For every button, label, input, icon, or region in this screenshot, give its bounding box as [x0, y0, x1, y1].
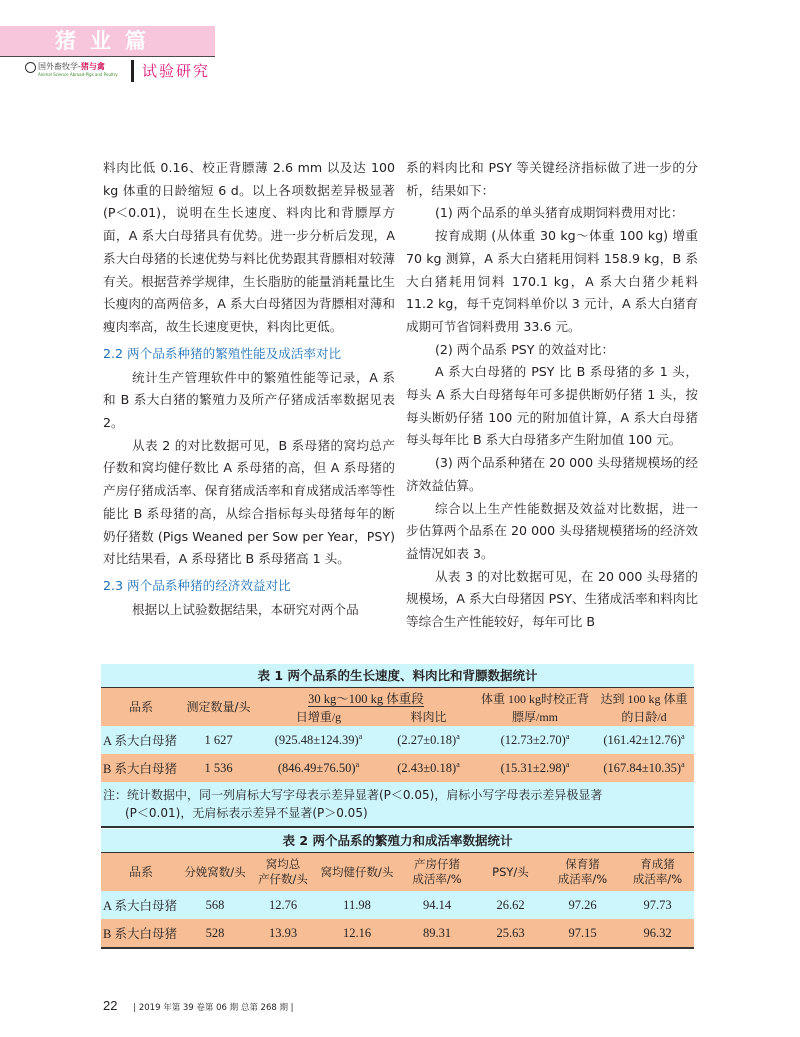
superscript: a — [355, 759, 360, 769]
table-row — [101, 726, 694, 754]
header-line: 成活率/% — [557, 872, 608, 886]
superscript: a — [565, 759, 570, 769]
col-header-backfat-l1: 体重 100 kg时校正背 — [476, 688, 594, 708]
cell-breed: B 系大白母猪 — [101, 754, 181, 782]
col-header-farrow: 分娩窝数/头 — [181, 853, 249, 891]
section-heading-2-2: 2.2 两个品系种猪的繁殖性能及成活率对比 — [103, 345, 342, 361]
table-1-grid — [101, 688, 694, 782]
cell-total: 13.93 — [249, 919, 317, 947]
col-header-group-label: 30 kg～100 kg 体重段 — [308, 691, 424, 706]
col-header-healthy: 窝均健仔数/头 — [317, 853, 397, 891]
col-header-age-l2: 的日龄/d — [594, 708, 694, 726]
table-2-grid — [101, 853, 694, 947]
cell-fcr — [381, 754, 476, 782]
logo-en: Animal Science Abroad-Pigs and Poultry — [38, 72, 118, 77]
list-item-title: (3) 两个品系种猪在 20 000 头母猪规模场的经济效益估算。 — [406, 455, 698, 493]
col-header-grower-survival — [621, 853, 694, 891]
cell-healthy: 11.98 — [317, 891, 397, 919]
header-line: 成活率/% — [412, 872, 462, 886]
cell-psy: 25.63 — [477, 919, 544, 947]
table-2 — [101, 829, 694, 949]
list-item-title: (1) 两个品系的单头猪育成期饲料费用对比： — [434, 205, 684, 221]
table-row — [101, 919, 694, 947]
table-row — [101, 754, 694, 782]
header-separator — [131, 60, 134, 82]
header-line: 窝均总 — [265, 857, 301, 871]
column-label: 试验研究 — [142, 62, 211, 80]
col-header-count: 测定数量/头 — [181, 688, 256, 726]
header-line: 保育猪 — [565, 857, 600, 871]
page-number: 22 — [103, 998, 118, 1013]
paragraph: 综合以上生产性能数据及效益对比数据，进一步估算两个品系在 20 000 头母猪规模猪场的经济效益情况如表 3。 — [406, 500, 698, 561]
col-header-group — [256, 688, 476, 708]
cell-count: 1 536 — [181, 754, 256, 782]
paragraph: 料肉比低 0.16、校正背膘薄 2.6 mm 以及达 100 kg 体重的日龄缩短 6 d。以上各项数据差异极显著 (P＜0.01)，说明在生长速度、料肉比和背膘厚方面，A 系大白母猪具有优势。进一步分析后发现，A 系大白母猪的长速优势与料比优势跟其背膘相对较薄有关。根据营养学规律，生长脂肪的能量消耗量比生长瘦肉的高两倍多，A 系大白母猪因为背膘相对薄和瘦肉率高，故生长速度更快，料肉比更低。 — [103, 160, 395, 334]
section-heading-2-3: 2.3 两个品系种猪的经济效益对比 — [103, 577, 291, 593]
value: (2.43±0.18) — [397, 760, 457, 775]
paragraph: 从表 2 的对比数据可见，B 系母猪的窝均总产仔数和窝均健仔数比 A 系母猪的高，但 A 系母猪的产房仔猪成活率、保育猪成活率和育成猪成活率等性能比 B 系母猪的高，从综合指标每头母猪每年的断奶仔猪数 (Pigs Weaned per Sow per Year，PSY) 对比结果看，A 系母猪比 B 系母猪高 1 头。 — [103, 437, 395, 567]
header-line: 成活率/% — [632, 872, 683, 886]
col-header-farrowing-survival — [397, 853, 477, 891]
header-divider — [0, 56, 215, 57]
cell-farrowing: 89.31 — [397, 919, 477, 947]
cell-fcr — [381, 726, 476, 754]
col-header-backfat-l2: 膘厚/mm — [476, 708, 594, 726]
col-header-breed: 品系 — [101, 688, 181, 726]
superscript: a — [565, 731, 570, 741]
cell-age — [594, 754, 694, 782]
cell-backfat — [476, 754, 594, 782]
col-header-fcr: 料肉比 — [381, 708, 476, 726]
cell-breed: B 系大白母猪 — [101, 919, 181, 947]
left-column — [103, 157, 395, 622]
note-line-2: (P＜0.01)，无肩标表示差异不显著(P＞0.05) — [125, 806, 368, 820]
col-header-age-l1: 达到 100 kg 体重 — [594, 688, 694, 708]
cell-backfat — [476, 726, 594, 754]
cell-breed: A 系大白母猪 — [101, 726, 181, 754]
cell-breed: A 系大白母猪 — [101, 891, 181, 919]
col-header-total — [249, 853, 317, 891]
logo-cn-brand: 猪与禽 — [80, 62, 105, 71]
paragraph: 按育成期 (从体重 30 kg～体重 100 kg) 增重 70 kg 测算，A 系大白猪耗用饲料 158.9 kg，B 系大白猪耗用饲料 170.1 kg，A 系大白猪少耗料 11.2 kg，每千克饲料单价以 3 元计，A 系大白猪育成期可节省饲料费用 33.6 元。 — [406, 228, 698, 334]
col-header-daily-gain: 日增重/g — [256, 708, 381, 726]
cell-healthy: 12.16 — [317, 919, 397, 947]
issue-info: | 2019 年第 39 卷第 06 期 总第 268 期 | — [133, 1003, 294, 1013]
cell-grower: 97.73 — [621, 891, 694, 919]
journal-logo-icon — [25, 62, 36, 73]
page-footer — [103, 998, 294, 1013]
right-column — [406, 157, 698, 634]
table-1-caption: 表 1 两个品系的生长速度、料肉比和背膘数据统计 — [101, 664, 694, 688]
value: (846.49±76.50) — [277, 760, 356, 775]
table-row — [101, 891, 694, 919]
cell-grower: 96.32 — [621, 919, 694, 947]
note-line-1: 注：统计数据中，同一列肩标大写字母表示差异显著(P＜0.05)，肩标小写字母表示差异极显著 — [103, 788, 603, 802]
list-item-title: (2) 两个品系 PSY 的效益对比： — [434, 341, 615, 357]
superscript: a — [358, 731, 363, 741]
journal-logo — [38, 62, 130, 82]
col-header-nursery-survival — [544, 853, 621, 891]
superscript: a — [681, 759, 685, 769]
paragraph: 系的料肉比和 PSY 等关键经济指标做了进一步的分析，结果如下： — [406, 160, 698, 198]
table-1 — [101, 664, 694, 828]
cell-daily-gain — [256, 726, 381, 754]
value: (167.84±10.35) — [603, 760, 682, 775]
header-line: 育成猪 — [640, 857, 675, 871]
header-line: 产房仔猪 — [414, 857, 460, 871]
paragraph: A 系大白母猪的 PSY 比 B 系母猪的多 1 头，每头 A 系大白母猪每年可多提供断奶仔猪 1 头，按每头断奶仔猪 100 元的附加值计算，A 系大白母猪每头每年比 B 系大白母猪多产生附加值 100 元。 — [406, 364, 698, 448]
cell-psy: 26.62 — [477, 891, 544, 919]
logo-cn-prefix: 国外畜牧学- — [38, 62, 81, 71]
paragraph: 根据以上试验数据结果，本研究对两个品 — [131, 601, 359, 617]
value: (2.27±0.18) — [397, 732, 457, 747]
paragraph: 统计生产管理软件中的繁殖性能等记录，A 系和 B 系大白猪的繁殖力及所产仔猪成活率数据见表 2。 — [103, 369, 395, 431]
cell-age — [594, 726, 694, 754]
table-2-caption: 表 2 两个品系的繁殖力和成活率数据统计 — [101, 829, 694, 853]
value: (925.48±124.39) — [274, 732, 359, 747]
col-header-psy: PSY/头 — [477, 853, 544, 891]
cell-nursery: 97.26 — [544, 891, 621, 919]
paragraph: 从表 3 的对比数据可见，在 20 000 头母猪的规模场，A 系大白母猪因 PSY、生猪成活率和料肉比等综合生产性能较好，每年可比 B — [406, 568, 698, 630]
cell-daily-gain — [256, 754, 381, 782]
col-header-breed: 品系 — [101, 853, 181, 891]
value: (161.42±12.76) — [603, 732, 682, 747]
cell-farrow: 568 — [181, 891, 249, 919]
superscript: a — [681, 731, 685, 741]
section-title: 猪业篇 — [55, 29, 160, 53]
superscript: a — [456, 759, 460, 769]
value: (15.31±2.98) — [500, 760, 566, 775]
cell-nursery: 97.15 — [544, 919, 621, 947]
header-line: 产仔数/头 — [258, 872, 308, 886]
cell-count: 1 627 — [181, 726, 256, 754]
cell-farrowing: 94.14 — [397, 891, 477, 919]
cell-total: 12.76 — [249, 891, 317, 919]
cell-farrow: 528 — [181, 919, 249, 947]
value: (12.73±2.70) — [500, 732, 566, 747]
superscript: a — [456, 731, 460, 741]
table-1-note — [101, 782, 694, 828]
